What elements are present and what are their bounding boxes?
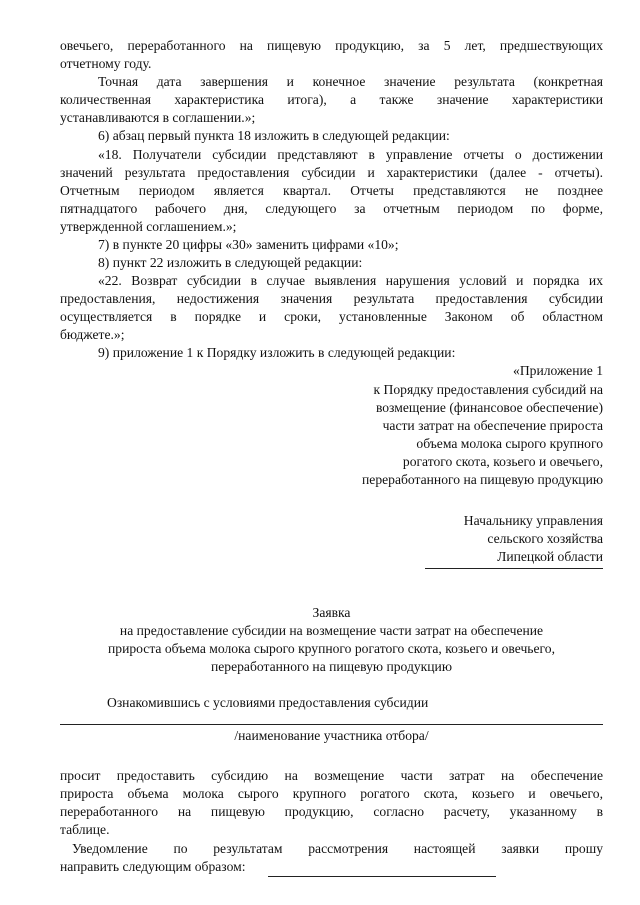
- participant-caption: /наименование участника отбора/: [234, 728, 429, 743]
- text-line: отчетному году.: [60, 56, 152, 71]
- appendix-header-line: к Порядку предоставления субсидий на: [373, 382, 603, 397]
- addressee-line: сельского хозяйства: [487, 531, 603, 546]
- appendix-header-line: рогатого скота, козьего и овечьего,: [402, 454, 603, 469]
- text-line: «22. Возврат субсидии в случае выявления нарушения условий и порядка их: [98, 273, 603, 288]
- appendix-header-line: объема молока сырого крупного: [416, 436, 603, 451]
- text-line: утвержденной соглашением.»;: [60, 219, 237, 234]
- text-line: бюджете.»;: [60, 327, 125, 342]
- application-subtitle: переработанного на пищевую продукцию: [211, 659, 452, 674]
- text-line: устанавливаются в соглашении.»;: [60, 110, 256, 125]
- text-line: количественная характеристика итога), а также значение характеристики: [60, 92, 603, 107]
- text-line: «18. Получатели субсидии представляют в управление отчеты о достижении: [98, 147, 603, 162]
- addressee-line: Начальнику управления: [463, 513, 603, 528]
- application-subtitle: на предоставление субсидии на возмещение части затрат на обеспечение: [119, 623, 544, 638]
- text-line: 8) пункт 22 изложить в следующей редакции:: [98, 255, 363, 270]
- text-line: значений результата предоставления субсидии и характеристики (далее - отчеты).: [60, 165, 603, 180]
- text-line: таблице.: [60, 822, 110, 837]
- appendix-header-line: переработанного на пищевую продукцию: [362, 472, 603, 487]
- application-title: Заявка: [312, 605, 351, 620]
- text-line: пятнадцатого рабочего дня, следующего за отчетным периодом по форме,: [60, 201, 603, 216]
- application-subtitle: прироста объема молока сырого крупного рогатого скота, козьего и овечьего,: [108, 641, 555, 656]
- text-line: переработанного на пищевую продукцию, согласно расчету, указанному в: [60, 804, 603, 819]
- text-line: 6) абзац первый пункта 18 изложить в следующей редакции:: [98, 128, 450, 143]
- text-line: направить следующим образом:: [60, 859, 246, 874]
- text-line: прироста объема молока сырого крупного рогатого скота, козьего и овечьего,: [60, 786, 603, 801]
- text-line: 7) в пункте 20 цифры «30» заменить цифрами «10»;: [98, 237, 399, 252]
- intro-text: Ознакомившись с условиями предоставления субсидии: [107, 695, 429, 710]
- text-line: предоставления, недостижения значения результата предоставления субсидии: [60, 291, 603, 306]
- delivery-method-underline: [268, 876, 496, 877]
- text-line: Уведомление по результатам рассмотрения настоящей заявки прошу: [72, 841, 603, 856]
- text-line: Точная дата завершения и конечное значение результата (конкретная: [98, 74, 603, 89]
- participant-underline: [60, 724, 603, 725]
- addressee-line: Липецкой области: [497, 549, 603, 564]
- text-line: просит предоставить субсидию на возмещение части затрат на обеспечение: [60, 768, 603, 783]
- appendix-header-line: возмещение (финансовое обеспечение): [375, 400, 603, 415]
- signature-underline: [425, 568, 603, 569]
- text-line: осуществляется в порядке и сроки, установленные Законом об областном: [60, 309, 603, 324]
- text-line: 9) приложение 1 к Порядку изложить в следующей редакции:: [98, 345, 456, 360]
- text-line: Отчетным периодом является квартал. Отчеты представляются не позднее: [60, 183, 603, 198]
- appendix-header-line: «Приложение 1: [513, 363, 603, 378]
- appendix-header-line: части затрат на обеспечение прироста: [382, 418, 603, 433]
- text-line: овечьего, переработанного на пищевую продукцию, за 5 лет, предшествующих: [60, 38, 603, 53]
